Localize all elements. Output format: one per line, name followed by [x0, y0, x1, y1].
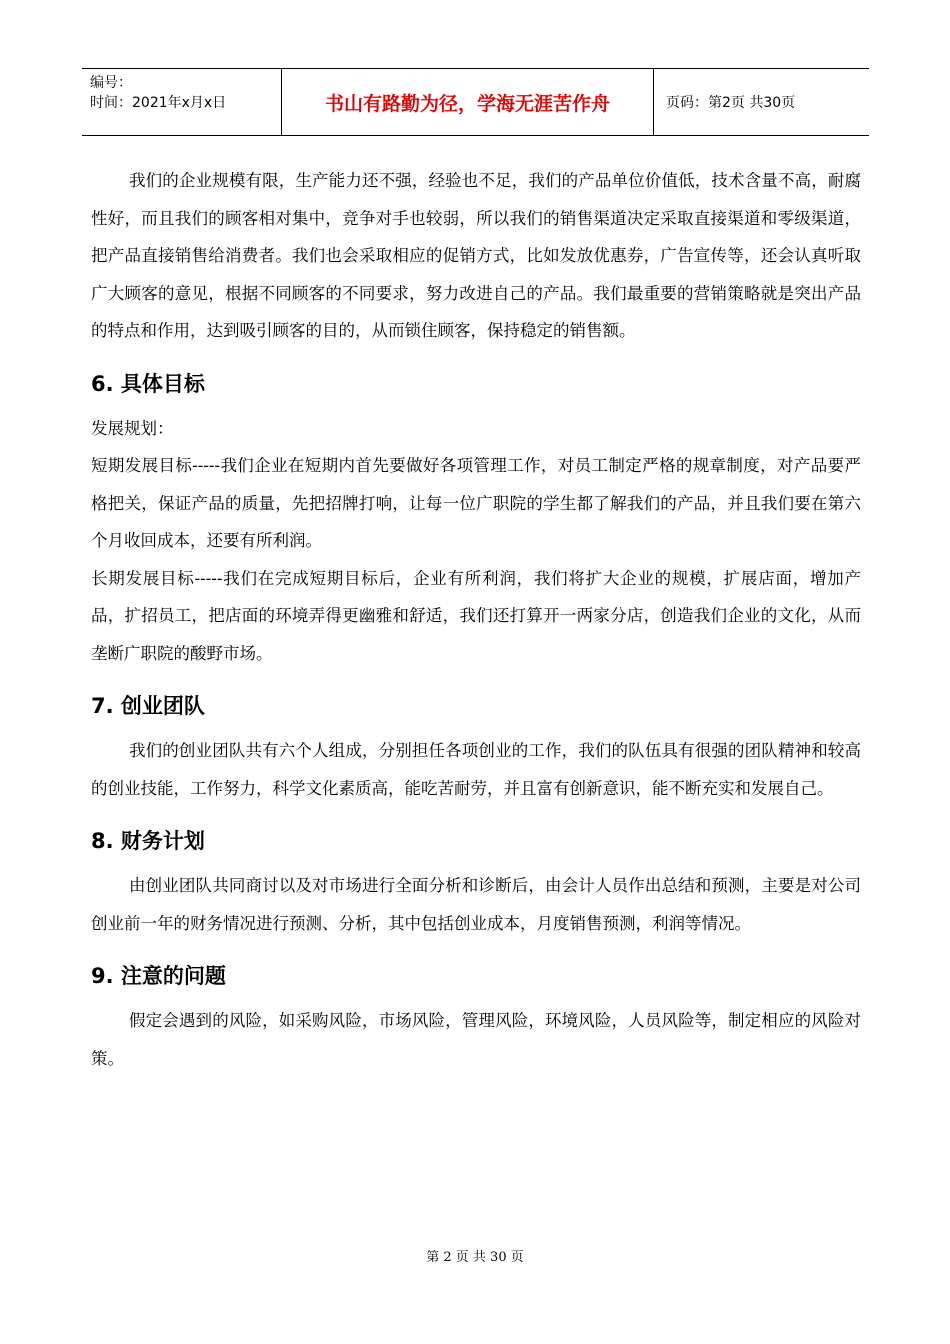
time-label: 时间：2021年x月x日 [90, 95, 227, 111]
short-term-goal: 短期发展目标-----我们企业在短期内首先要做好各项管理工作，对员工制定严格的规章制度，对产品要严格把关，保证产品的质量，先把招牌打响，让每一位广职院的学生都了解我们的产品，并且我们要在第六个月收回成本，还要有所利润。 [91, 456, 861, 550]
section-heading-goals: 6. 具体目标 [91, 371, 205, 396]
plan-label: 发展规划： [91, 418, 174, 438]
header-motto-cell [282, 69, 654, 135]
number-label: 编号： [90, 75, 132, 91]
header-meta-cell [82, 69, 282, 135]
document-body [91, 162, 861, 1077]
section-heading-issues: 9. 注意的问题 [91, 964, 226, 988]
long-term-goal: 长期发展目标-----我们在完成短期目标后，企业有所利润，我们将扩大企业的规模，扩展店面，增加产品，扩招员工，把店面的环境弄得更幽雅和舒适，我们还打算开一两家分店，创造我们企业的文化，从而垄断广职院的酸野市场。 [91, 568, 861, 663]
page-info: 页码：第2页 共30页 [666, 95, 796, 111]
issues-paragraph: 假定会遇到的风险，如采购风险，市场风险，管理风险，环境风险，人员风险等，制定相应的风险对策。 [91, 1011, 861, 1068]
team-paragraph: 我们的创业团队共有六个人组成，分别担任各项创业的工作，我们的队伍具有很强的团队精神和较高的创业技能，工作努力，科学文化素质高，能吃苦耐劳，并且富有创新意识，能不断充实和发展自己。 [91, 741, 861, 798]
page-footer: 第 2 页 共 30 页 [426, 1250, 524, 1265]
section-heading-finance: 8. 财务计划 [91, 829, 205, 853]
section-heading-team: 7. 创业团队 [91, 694, 205, 718]
header-page-cell [654, 69, 869, 135]
document-header [82, 68, 869, 136]
intro-paragraph: 我们的企业规模有限，生产能力还不强，经验也不足，我们的产品单位价值低，技术含量不高，耐腐性好，而且我们的顾客相对集中，竞争对手也较弱，所以我们的销售渠道决定采取直接渠道和零级渠道，把产品直接销售给消费者。我们也会采取相应的促销方式，比如发放优惠券，广告宣传等，还会认真听取广大顾客的意见，根据不同顾客的不同要求，努力改进自己的产品。我们最重要的营销策略就是突出产品的特点和作用，达到吸引顾客的目的，从而锁住顾客，保持稳定的销售额。 [91, 171, 861, 340]
finance-paragraph: 由创业团队共同商讨以及对市场进行全面分析和诊断后，由会计人员作出总结和预测，主要是对公司创业前一年的财务情况进行预测、分析，其中包括创业成本，月度销售预测，利润等情况。 [91, 876, 861, 933]
motto-text: 书山有路勤为径，学海无涯苦作舟 [324, 92, 610, 115]
